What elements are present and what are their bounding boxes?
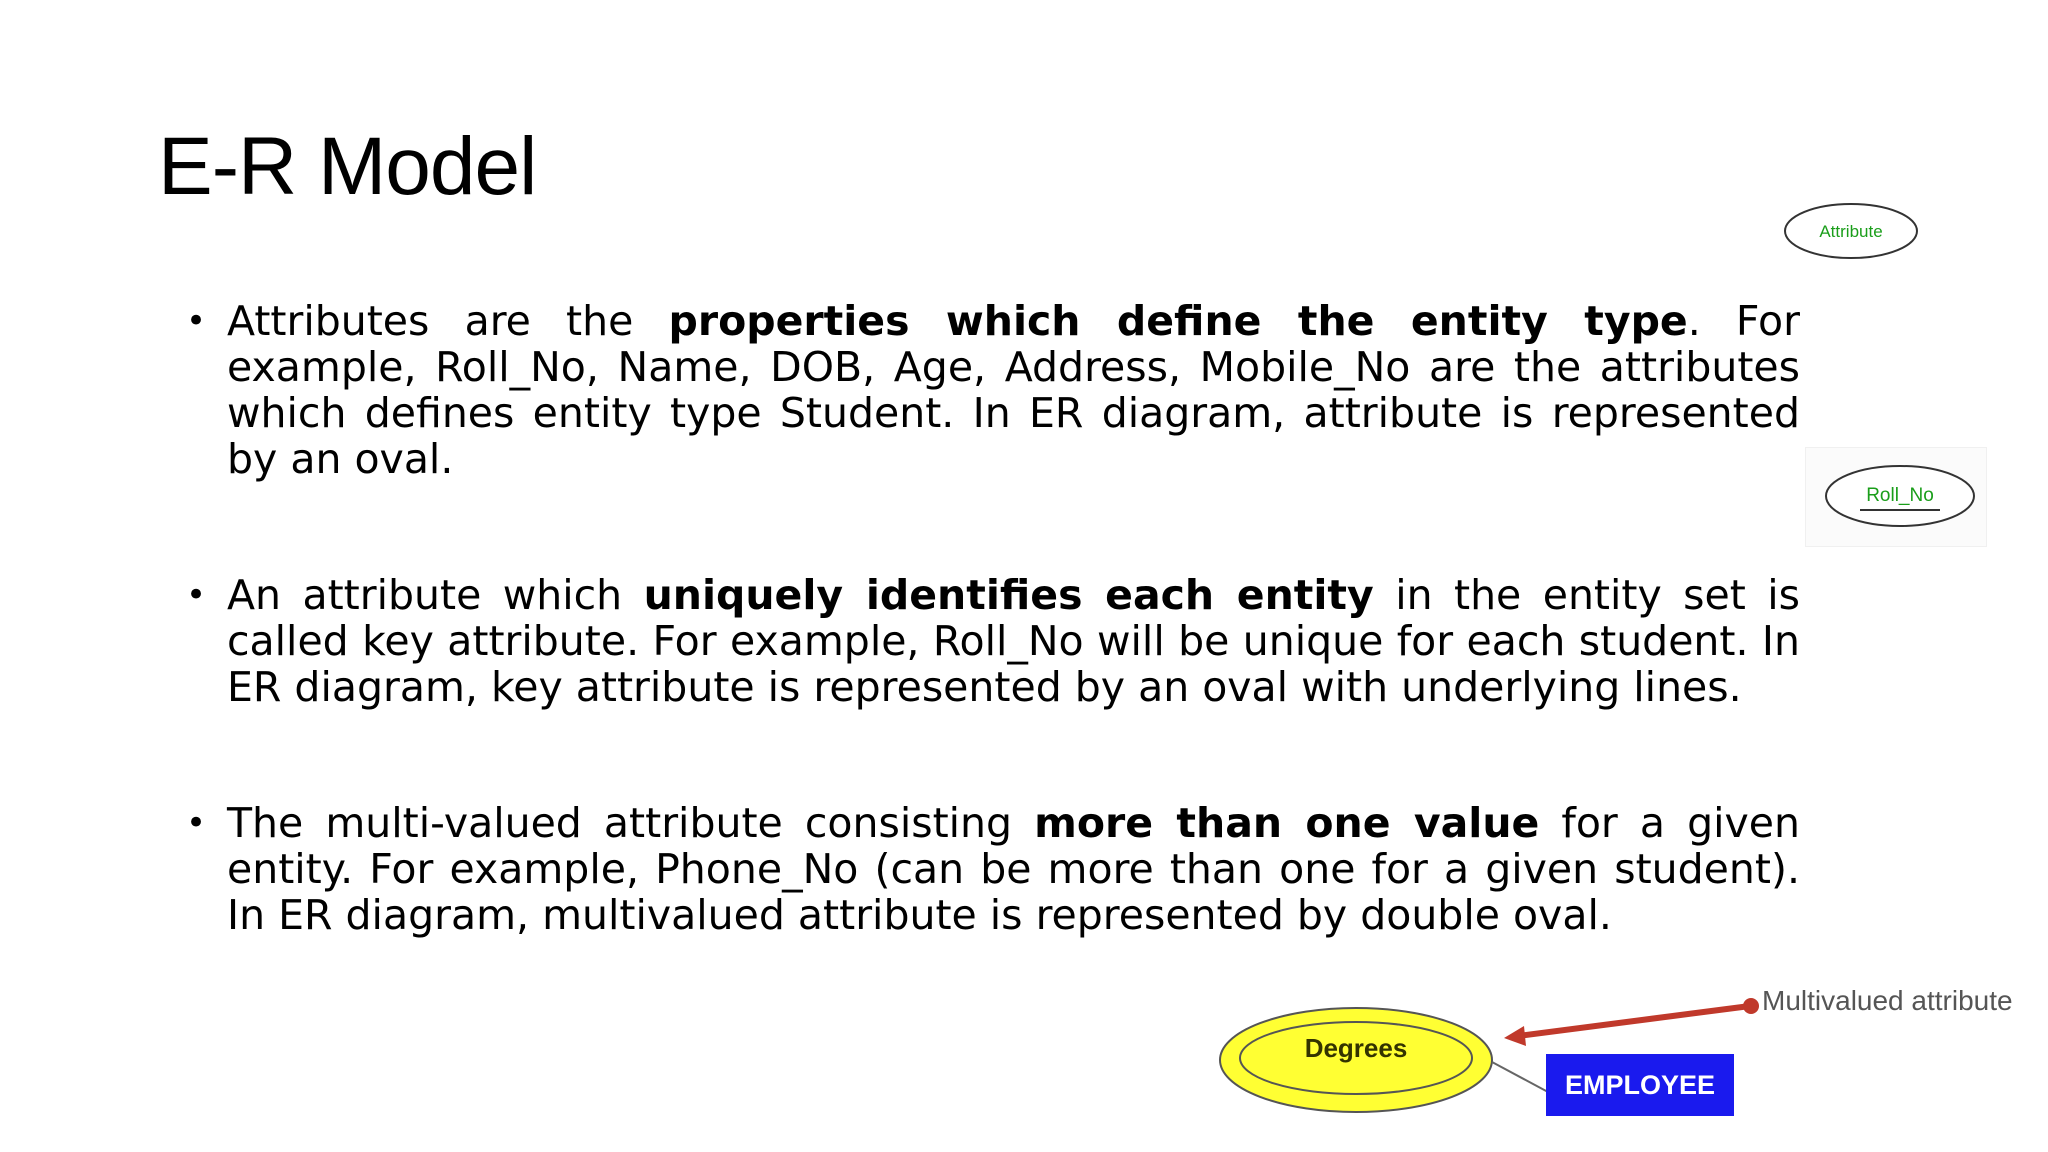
bullet-text-plain: . For example, Roll_No, Name, DOB, Age, Address, Mobile_No are the attributes which defines entity type Student. In ER diagram, attribute is represented by an oval. [227,297,1800,483]
bullet-key-attribute [186,572,1800,710]
bullet-text-plain: Attributes are the [227,297,669,345]
bullet-text-bold: uniquely identifies each entity [643,571,1374,619]
bullet-dot: • [186,301,207,341]
key-attribute-figure [1805,447,1987,547]
bullet-text-bold: more than one value [1034,799,1540,847]
bullet-attributes [186,298,1800,482]
callout-arrowhead [1504,1026,1526,1046]
bullet-text-bold: properties which define the entity type [668,297,1688,345]
connector-line [1492,1062,1548,1092]
bullet-text [227,572,1800,710]
attribute-oval-label: Attribute [1819,222,1883,241]
bullet-text-plain: for a given entity. For example, Phone_No (can be more than one for a given student). In ER diagram, multivalued attribute is represented by double oval. [227,799,1800,939]
bullet-multivalued [186,800,1800,938]
bullet-text [227,298,1800,482]
bullet-text [227,800,1800,938]
callout-arrow-line [1518,1006,1750,1036]
callout-label: Multivalued attribute [1762,985,2013,1016]
bullet-text-plain: The multi-valued attribute consisting [227,799,1035,847]
bullet-text-plain: An attribute which [227,571,644,619]
attribute-oval-figure [1783,202,1919,260]
callout-arrow-dot [1743,998,1759,1014]
bullet-dot: • [186,803,207,843]
multivalued-oval-label: Degrees [1304,1033,1408,1063]
multivalued-attribute-figure [1218,970,2038,1120]
bullet-dot: • [186,575,207,615]
key-attribute-label: Roll_No [1866,485,1934,506]
slide-title: E-R Model [158,121,537,212]
entity-label: EMPLOYEE [1564,1070,1716,1100]
bullet-text-plain: in the entity set is called key attribute. For example, Roll_No will be unique for each student. In ER diagram, key attribute is represented by an oval with underlying lines. [227,571,1801,711]
